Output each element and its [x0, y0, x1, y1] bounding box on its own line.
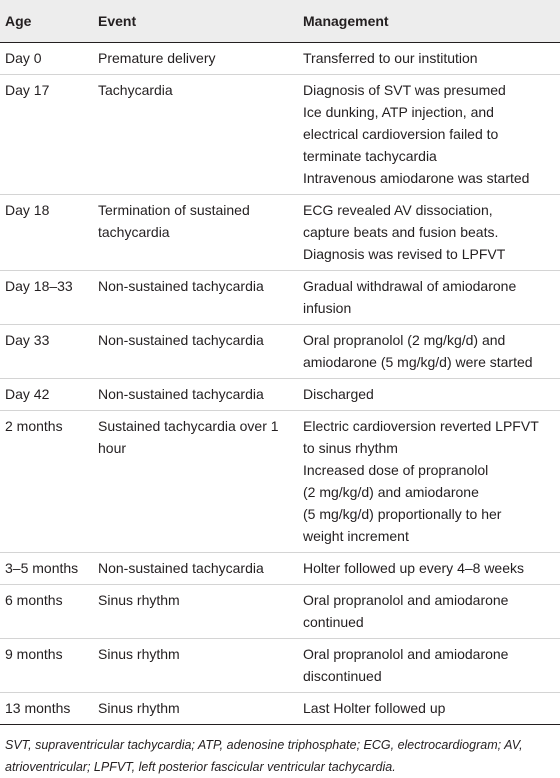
management-line: continued	[303, 614, 364, 630]
management-line: Increased dose of propranolol	[303, 462, 489, 478]
table-row	[0, 75, 560, 195]
table-header	[0, 0, 560, 43]
management-line: Oral propranolol and amiodarone	[303, 592, 509, 608]
cell-age: Day 33	[0, 325, 97, 379]
cell-age: 9 months	[0, 639, 97, 693]
table-row	[0, 693, 560, 725]
cell-event: Non-sustained tachycardia	[97, 271, 301, 325]
cell-age: 13 months	[0, 693, 97, 725]
table-row	[0, 639, 560, 693]
cell-age: 2 months	[0, 411, 97, 553]
table-row	[0, 411, 560, 553]
management-line: Last Holter followed up	[303, 700, 446, 716]
table-header-row	[0, 0, 560, 43]
cell-management	[301, 553, 560, 585]
management-line: amiodarone (5 mg/kg/d) were started	[303, 354, 533, 370]
cell-age: Day 17	[0, 75, 97, 195]
management-line: (5 mg/kg/d) proportionally to her	[303, 506, 502, 522]
management-line: Holter followed up every 4–8 weeks	[303, 560, 525, 576]
management-line: weight increment	[303, 528, 409, 544]
management-line: infusion	[303, 300, 352, 316]
cell-management	[301, 43, 560, 75]
management-line: Diagnosis of SVT was presumed	[303, 82, 506, 98]
management-line: capture beats and fusion beats.	[303, 224, 499, 240]
cell-age: 6 months	[0, 585, 97, 639]
management-line: ECG revealed AV dissociation,	[303, 202, 493, 218]
cell-event: Premature delivery	[97, 43, 301, 75]
cell-age: Day 18	[0, 195, 97, 271]
management-line: Transferred to our institution	[303, 50, 478, 66]
management-line: terminate tachycardia	[303, 148, 437, 164]
management-line: discontinued	[303, 668, 382, 684]
cell-event: Tachycardia	[97, 75, 301, 195]
management-line: to sinus rhythm	[303, 440, 398, 456]
table-footnote: SVT, supraventricular tachycardia; ATP, adenosine triphosphate; ECG, electrocardiogram; AV, atrioventricular; LPFVT, left posterior fascicular ventricular tachycardia.	[5, 738, 523, 774]
cell-management	[301, 411, 560, 553]
cell-age: Day 18–33	[0, 271, 97, 325]
management-line: Gradual withdrawal of amiodarone	[303, 278, 517, 294]
management-line: electrical cardioversion failed to	[303, 126, 499, 142]
cell-event: Sinus rhythm	[97, 639, 301, 693]
cell-management	[301, 271, 560, 325]
cell-management	[301, 585, 560, 639]
table-row	[0, 271, 560, 325]
management-line: Intravenous amiodarone was started	[303, 170, 530, 186]
cell-event: Termination of sustained tachycardia	[97, 195, 301, 271]
header-management: Management	[303, 13, 389, 29]
management-line: Oral propranolol and amiodarone	[303, 646, 509, 662]
table-row	[0, 195, 560, 271]
management-line: Discharged	[303, 386, 374, 402]
table-body	[0, 43, 560, 725]
cell-event: Non-sustained tachycardia	[97, 379, 301, 411]
cell-management	[301, 379, 560, 411]
cell-management	[301, 75, 560, 195]
cell-management	[301, 639, 560, 693]
cell-event: Non-sustained tachycardia	[97, 325, 301, 379]
cell-event: Sustained tachycardia over 1 hour	[97, 411, 301, 553]
table-row	[0, 43, 560, 75]
cell-age: 3–5 months	[0, 553, 97, 585]
table-row	[0, 553, 560, 585]
cell-event: Sinus rhythm	[97, 585, 301, 639]
cell-management	[301, 325, 560, 379]
management-line: Ice dunking, ATP injection, and	[303, 104, 494, 120]
cell-management	[301, 693, 560, 725]
cell-management	[301, 195, 560, 271]
table-row	[0, 325, 560, 379]
header-event: Event	[98, 13, 137, 29]
header-age: Age	[5, 13, 32, 29]
management-line: Diagnosis was revised to LPFVT	[303, 246, 506, 262]
table-row	[0, 379, 560, 411]
table-row	[0, 585, 560, 639]
cell-age: Day 0	[0, 43, 97, 75]
management-line: (2 mg/kg/d) and amiodarone	[303, 484, 479, 500]
cell-age: Day 42	[0, 379, 97, 411]
management-line: Oral propranolol (2 mg/kg/d) and	[303, 332, 506, 348]
management-line: Electric cardioversion reverted LPFVT	[303, 418, 539, 434]
cell-event: Non-sustained tachycardia	[97, 553, 301, 585]
cell-event: Sinus rhythm	[97, 693, 301, 725]
